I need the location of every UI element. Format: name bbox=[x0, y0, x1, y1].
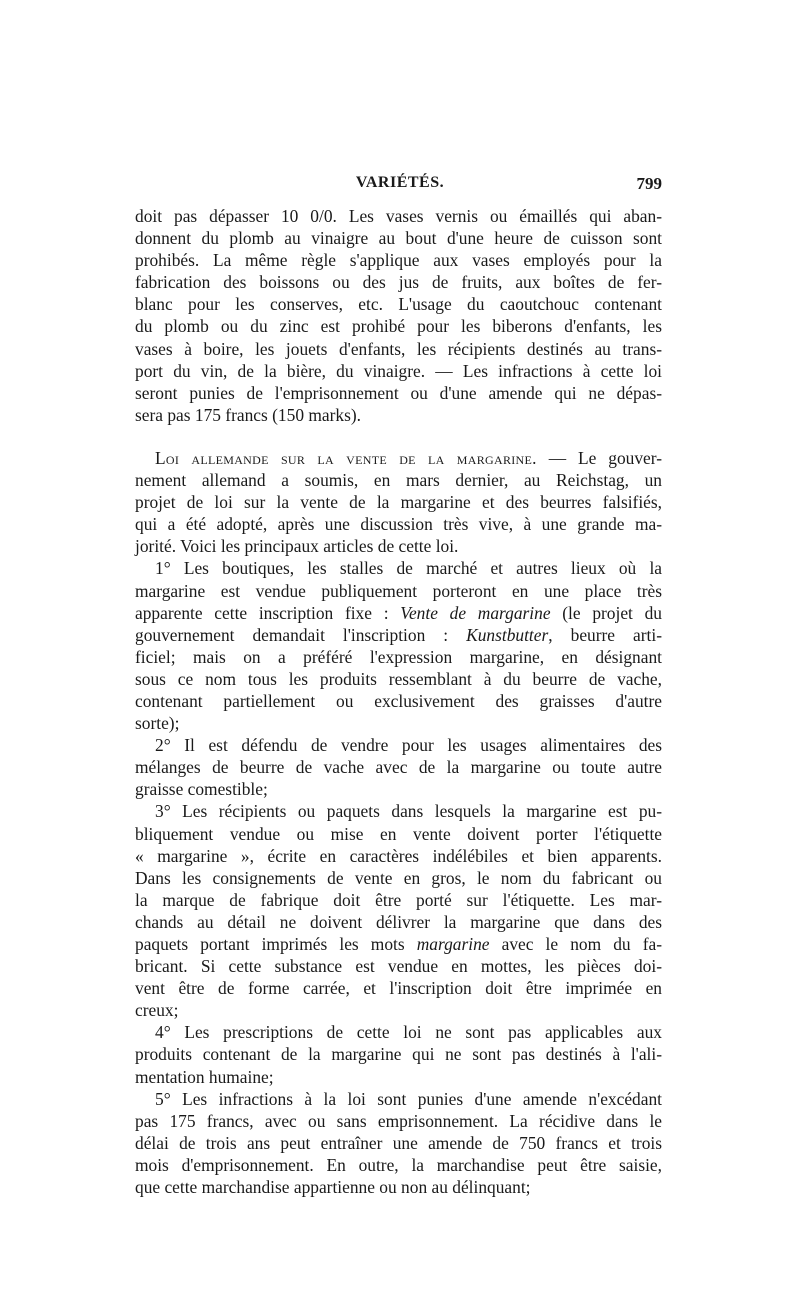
text-fragment: gouvernement demandait l'inscription : bbox=[135, 624, 467, 645]
paragraph-gap bbox=[135, 426, 662, 447]
text-line: chands au détail ne doivent délivrer la margarine que dans des bbox=[135, 911, 662, 932]
paragraph-margarine-law bbox=[135, 447, 662, 557]
paragraph-toxic-metals bbox=[135, 205, 662, 426]
text-line: bricant. Si cette substance est vendue en mottes, les pièces doi- bbox=[135, 956, 662, 977]
text-line: du plomb ou du zinc est prohibé pour les biberons d'enfants, les bbox=[135, 316, 662, 337]
text-line: port du vin, de la bière, du vinaigre. — Les infractions à cette loi bbox=[135, 360, 662, 381]
text-line: vent être de forme carrée, et l'inscription doit être imprimée en bbox=[135, 978, 662, 999]
text-line: 4° Les prescriptions de cette loi ne sont pas applicables aux bbox=[155, 1022, 662, 1043]
text-line: sorte); bbox=[135, 713, 180, 734]
text-line: contenant partiellement ou exclusivement des graisses d'autre bbox=[135, 690, 662, 711]
text-line bbox=[135, 624, 662, 646]
text-fragment: , beurre arti- bbox=[548, 624, 663, 645]
text-line: seront punies de l'emprisonnement ou d'une amende qui ne dépas- bbox=[135, 382, 662, 403]
text-line: délai de trois ans peut entraîner une amende de 750 francs et trois bbox=[135, 1132, 662, 1153]
text-line: fabrication des boissons ou des jus de fruits, aux boîtes de fer- bbox=[135, 272, 662, 293]
text-line: projet de loi sur la vente de la margarine et des beurres falsifiés, bbox=[135, 492, 662, 513]
text-line: 1° Les boutiques, les stalles de marché et autres lieux où la bbox=[155, 558, 662, 579]
article-2 bbox=[135, 734, 662, 800]
text-line bbox=[135, 933, 662, 955]
text-fragment: (le projet du bbox=[550, 602, 662, 623]
text-line: graisse comestible; bbox=[135, 779, 268, 800]
text-fragment: paquets portant imprimés les mots bbox=[135, 934, 417, 954]
text-fragment: apparente cette inscription fixe : bbox=[135, 602, 401, 623]
text-line: margarine est vendue publiquement porteront en une place très bbox=[135, 580, 662, 601]
page-body bbox=[135, 205, 662, 1198]
text-line: 2° Il est défendu de vendre pour les usages alimentaires des bbox=[155, 735, 662, 756]
running-title: VARIÉTÉS. bbox=[355, 174, 445, 191]
text-fragment: avec le nom du fa- bbox=[489, 934, 663, 954]
text-line bbox=[135, 602, 662, 624]
article-5 bbox=[135, 1088, 662, 1198]
italic-term: Kunstbutter bbox=[466, 624, 549, 645]
article-4 bbox=[135, 1021, 662, 1087]
text-line: jorité. Voici les principaux articles de cette loi. bbox=[135, 536, 459, 557]
text-line: 5° Les infractions à la loi sont punies d'une amende n'excédant bbox=[155, 1088, 662, 1109]
text-line: mentation humaine; bbox=[135, 1066, 274, 1087]
text-line: 3° Les récipients ou paquets dans lesquels la margarine est pu- bbox=[155, 801, 662, 822]
text-line: sous ce nom tous les produits ressemblant à du beurre de vache, bbox=[135, 668, 662, 689]
text-line: blanc pour les conserves, etc. L'usage du caoutchouc contenant bbox=[135, 294, 662, 315]
text-line: donnent du plomb au vinaigre au bout d'une heure de cuisson sont bbox=[135, 228, 662, 249]
text-line: que cette marchandise appartienne ou non au délinquant; bbox=[135, 1177, 531, 1198]
italic-term: margarine bbox=[416, 934, 490, 954]
text-line: produits contenant de la margarine qui ne sont pas destinés à l'ali- bbox=[135, 1044, 662, 1065]
article-3 bbox=[135, 800, 662, 1021]
text-line: ficiel; mais on a préféré l'expression margarine, en désignant bbox=[135, 646, 662, 667]
text-line: creux; bbox=[135, 1000, 179, 1021]
text-line: sera pas 175 francs (150 marks). bbox=[135, 404, 362, 425]
text-line: nement allemand a soumis, en mars dernier, au Reichstag, un bbox=[135, 470, 662, 491]
text-line: bliquement vendue ou mise en vente doivent porter l'étiquette bbox=[135, 823, 662, 844]
article-1 bbox=[135, 557, 662, 734]
text-line: Dans les consignements de vente en gros, le nom du fabricant ou bbox=[135, 867, 662, 888]
text-line: doit pas dépasser 10 0/0. Les vases vernis ou émaillés qui aban- bbox=[135, 206, 662, 226]
text-line: mois d'emprisonnement. En outre, la marchandise peut être saisie, bbox=[135, 1154, 662, 1175]
text-line: prohibés. La même règle s'applique aux vases employés pour la bbox=[135, 250, 662, 271]
text-line: mélanges de beurre de vache avec de la margarine ou toute autre bbox=[135, 757, 662, 778]
text-line: qui a été adopté, après une discussion très vive, à une grande ma- bbox=[135, 514, 662, 535]
text-line bbox=[135, 447, 662, 469]
section-heading: Loi allemande sur la vente de la margarine. bbox=[155, 447, 537, 468]
italic-term: Vente de margarine bbox=[400, 602, 551, 623]
text-line: la marque de fabrique doit être porté sur l'étiquette. Les mar- bbox=[135, 889, 662, 910]
text-fragment: — Le gouver- bbox=[548, 447, 662, 468]
text-line: « margarine », écrite en caractères indélébiles et bien apparents. bbox=[135, 845, 662, 866]
text-line: pas 175 francs, avec ou sans emprisonnement. La récidive dans le bbox=[135, 1110, 662, 1131]
page-number: 799 bbox=[636, 174, 662, 193]
page-header bbox=[138, 174, 662, 198]
text-line: vases à boire, les jouets d'enfants, les récipients destinés au trans- bbox=[135, 338, 662, 359]
